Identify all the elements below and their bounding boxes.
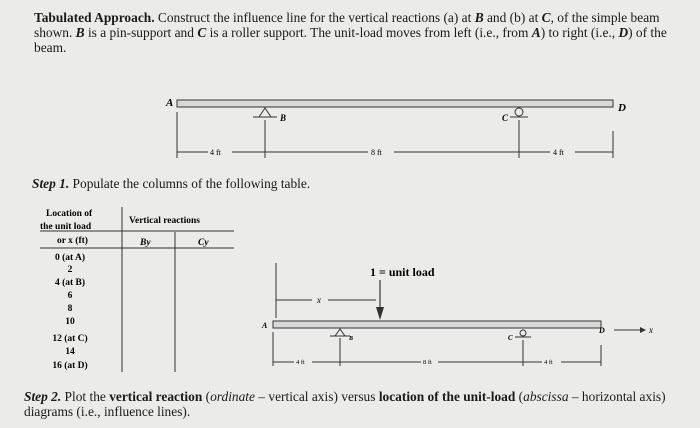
x-label: x bbox=[317, 295, 321, 305]
table-row: 12 (at C) bbox=[52, 334, 88, 344]
label-d: D bbox=[618, 102, 626, 114]
problem-text: is a roller support. The unit-load moves from left (i.e., from bbox=[206, 25, 532, 40]
table-row: 10 bbox=[65, 317, 75, 327]
label-d: D bbox=[618, 25, 629, 40]
step-1-label: Step 1. bbox=[32, 176, 70, 191]
dim-label: 8 ft bbox=[423, 359, 432, 366]
problem-text: , of the simple beam shown. bbox=[34, 10, 660, 40]
header-location: or x (ft) bbox=[57, 236, 88, 246]
step-1 bbox=[32, 176, 310, 192]
dim-label: 8 ft bbox=[371, 148, 382, 157]
step-2 bbox=[24, 389, 674, 419]
bottom-beam-diagram bbox=[261, 263, 653, 366]
top-beam-diagram bbox=[165, 97, 626, 158]
header-vertical-reactions: Vertical reactions bbox=[129, 216, 200, 226]
table-row: 8 bbox=[67, 304, 73, 314]
unit-load-label: 1 = unit load bbox=[370, 265, 435, 279]
table-row: 6 bbox=[67, 291, 73, 301]
label-d: D bbox=[599, 326, 605, 335]
dim-label: 4 ft bbox=[544, 359, 553, 366]
step-2-label: Step 2. bbox=[24, 389, 62, 404]
axis-x-label: x bbox=[649, 325, 653, 335]
label-a: A bbox=[531, 25, 541, 40]
problem-text: ) of the beam. bbox=[34, 25, 667, 55]
dim-label: 4 ft bbox=[553, 148, 564, 157]
roller-c bbox=[515, 108, 523, 116]
problem-text: and (b) at bbox=[483, 10, 542, 25]
dim-label: 4 ft bbox=[296, 359, 305, 366]
label-c: C bbox=[197, 25, 207, 40]
table-row: 4 (at B) bbox=[54, 278, 86, 288]
problem-title: Tabulated Approach. bbox=[34, 10, 155, 25]
label-b: B bbox=[474, 10, 484, 25]
dim-label: 4 ft bbox=[210, 148, 221, 157]
table-row: 14 bbox=[65, 347, 75, 357]
label-b: B bbox=[280, 113, 287, 123]
step-2-text: ( bbox=[515, 389, 524, 404]
step-2-bold: location of the unit-load bbox=[378, 389, 516, 404]
step-2-italic: abscissa bbox=[523, 389, 569, 404]
step-2-italic: ordinate bbox=[210, 389, 255, 404]
table-row: 16 (at D) bbox=[52, 361, 88, 371]
col-header-cy: Cy bbox=[198, 238, 209, 248]
problem-text: Construct the influence line for the vertical reactions (a) at bbox=[154, 10, 475, 25]
step-1-text: Populate the columns of the following table. bbox=[69, 176, 311, 191]
problem-text: is a pin-support and bbox=[84, 25, 198, 40]
label-c: C bbox=[541, 10, 551, 25]
label-b: B bbox=[75, 25, 85, 40]
label-b: B bbox=[349, 336, 354, 342]
label-a: A bbox=[166, 97, 174, 109]
problem-text: ) to right (i.e., bbox=[540, 25, 619, 40]
step-2-bold: vertical reaction bbox=[109, 389, 203, 404]
step-2-text: – vertical axis) versus bbox=[254, 389, 379, 404]
step-2-text: – horizontal axis) diagrams (i.e., influence lines). bbox=[24, 389, 666, 419]
label-c: C bbox=[508, 334, 513, 342]
label-a: A bbox=[262, 321, 268, 330]
pin-support-b bbox=[259, 108, 271, 117]
unit-load-arrowhead bbox=[376, 307, 384, 320]
table-row: 0 (at A) bbox=[54, 253, 86, 263]
label-c: C bbox=[502, 113, 509, 123]
col-header-by: By bbox=[140, 238, 151, 248]
roller-c bbox=[520, 330, 526, 336]
reaction-table bbox=[40, 207, 234, 372]
x-axis-arrowhead bbox=[640, 327, 646, 333]
pin-support-b bbox=[335, 329, 345, 336]
top-beam bbox=[177, 100, 613, 107]
table-row: 2 bbox=[67, 265, 73, 275]
step-2-text: Plot the bbox=[61, 389, 110, 404]
bottom-beam bbox=[273, 321, 601, 328]
header-location: Location of bbox=[46, 209, 93, 219]
header-location: the unit load bbox=[40, 222, 92, 232]
step-2-text: ( bbox=[202, 389, 211, 404]
